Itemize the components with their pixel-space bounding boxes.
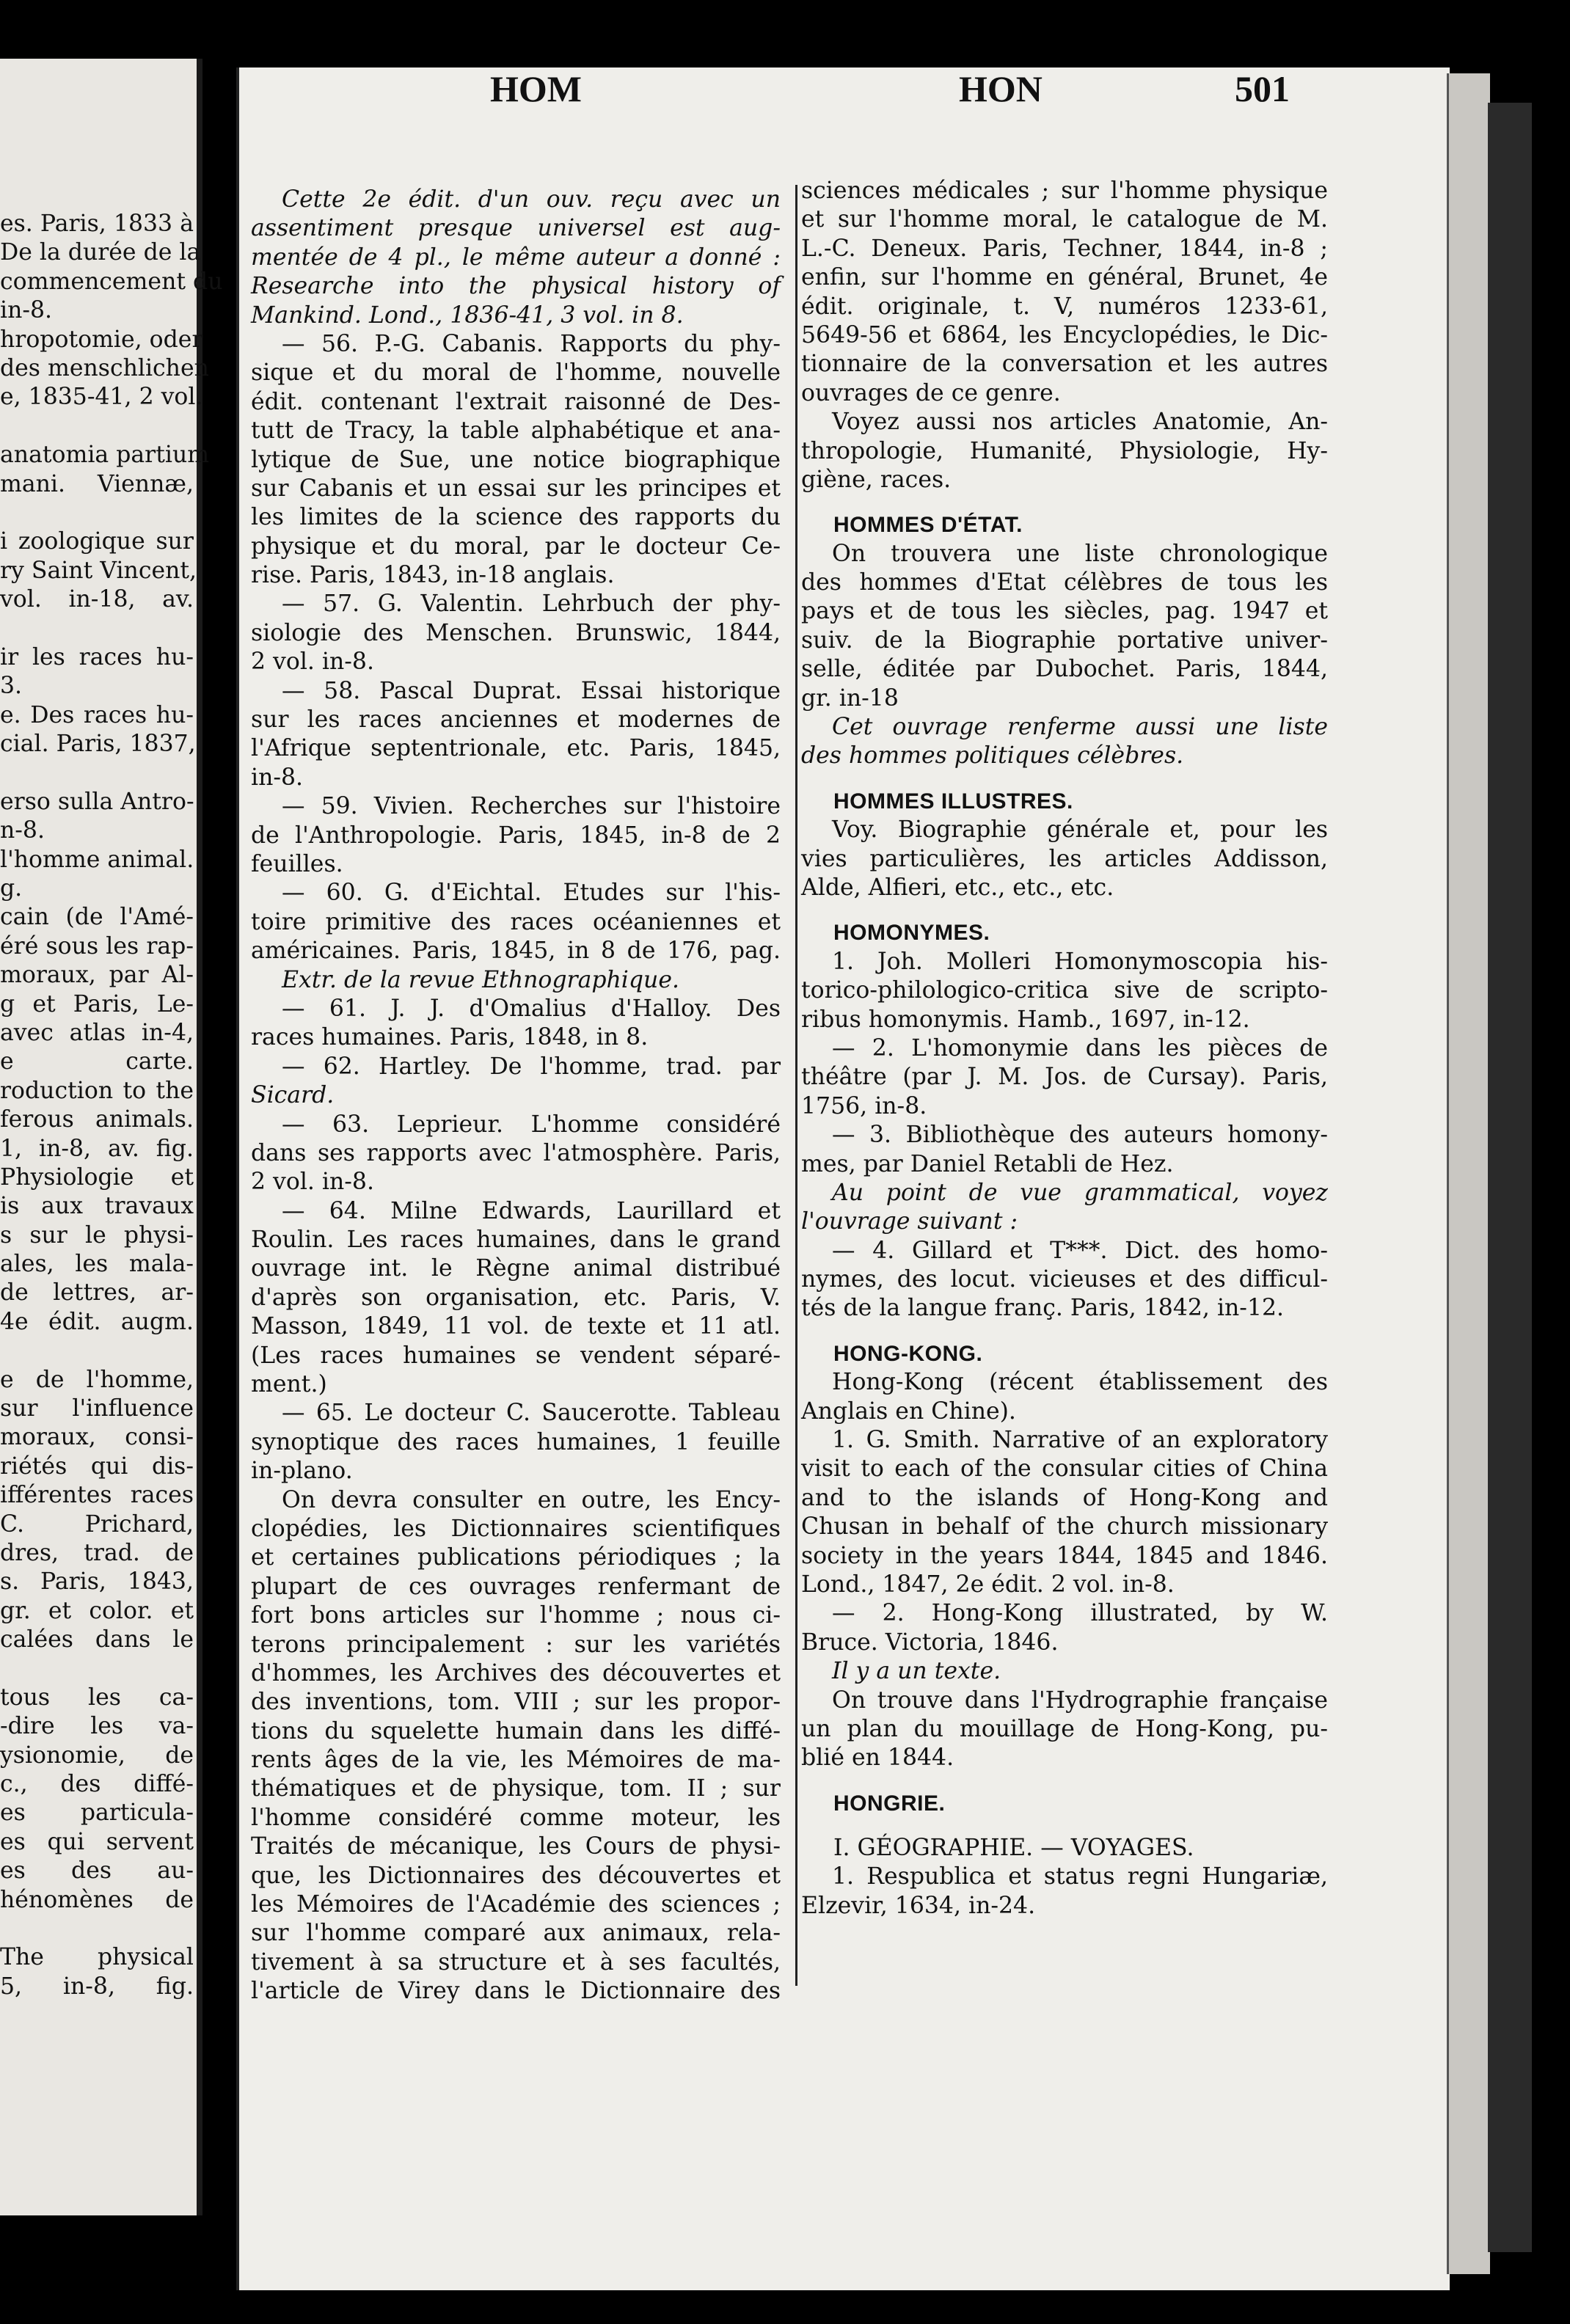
- text-line: Lond., 1847, 2e édit. 2 vol. in-8.: [801, 1571, 1175, 1598]
- text-line: que, les Dictionnaires des découvertes et: [251, 1862, 781, 1889]
- text-line: pays et de tous les siècles, pag. 1947 et: [801, 598, 1328, 625]
- text-line: de l'Anthropologie. Paris, 1845, in-8 de 2: [251, 822, 781, 849]
- text-line: 1756, in-8.: [801, 1092, 927, 1119]
- text-line: fort bons articles sur l'homme ; nous ci-: [251, 1602, 781, 1629]
- text-line: erso sulla Antro-: [0, 788, 194, 815]
- text-line: HONG-KONG.: [833, 1341, 983, 1366]
- text-line: lytique de Sue, une notice biographique: [251, 446, 781, 473]
- text-line: On devra consulter en outre, les Ency-: [282, 1486, 781, 1513]
- text-line: es qui servent: [0, 1828, 194, 1855]
- page-number: 501: [1235, 68, 1290, 109]
- text-line: HONGRIE.: [833, 1791, 946, 1816]
- facing-page-text: [0, 210, 223, 2001]
- text-line: Chusan in behalf of the church missionary: [801, 1513, 1328, 1541]
- text-line: e de l'homme,: [0, 1366, 194, 1393]
- text-line: Sicard.: [251, 1082, 335, 1109]
- text-line: 5649-56 et 6864, les Encyclopédies, le Dic-: [801, 321, 1328, 348]
- text-line: ry Saint Vincent,: [0, 557, 197, 584]
- text-line: sur l'homme comparé aux animaux, rela-: [251, 1920, 781, 1947]
- text-line: s sur le physi-: [0, 1221, 194, 1249]
- text-line: hénomènes de: [0, 1886, 194, 1913]
- text-line: des inventions, tom. VIII ; sur les propor-: [251, 1689, 781, 1716]
- text-line: moraux, consi-: [0, 1424, 194, 1451]
- text-line: in-8.: [0, 297, 53, 324]
- text-line: enfin, sur l'homme en général, Brunet, 4e: [801, 264, 1328, 291]
- text-line: sique et du moral de l'homme, nouvelle: [251, 359, 781, 387]
- text-line: calées dans le: [0, 1626, 194, 1654]
- text-line: [0, 614, 194, 643]
- text-line: nymes, des locut. vicieuses et des difficul-: [801, 1266, 1328, 1293]
- text-line: in-8.: [251, 764, 304, 791]
- text-line: g et Paris, Le-: [0, 990, 194, 1017]
- text-line: d'hommes, les Archives des découvertes et: [251, 1659, 781, 1687]
- text-line: thématiques et de physique, tom. II ; sur: [251, 1775, 781, 1802]
- text-line: -dire les va-: [0, 1713, 194, 1740]
- text-line: Voy. Biographie générale et, pour les: [832, 816, 1328, 844]
- text-line: ouvrage int. le Règne animal distribué: [251, 1255, 781, 1282]
- text-line: — 65. Le docteur C. Saucerotte. Tableau: [282, 1400, 781, 1427]
- text-line: Roulin. Les races humaines, dans le grand: [251, 1227, 781, 1254]
- text-line: édit. originale, t. V, numéros 1233-61,: [801, 293, 1328, 320]
- text-line: des hommes politiques célèbres.: [801, 742, 1184, 770]
- text-line: moraux, par Al-: [0, 962, 194, 989]
- text-line: Physiologie et: [0, 1163, 194, 1191]
- text-line: 2 vol. in-8.: [251, 1169, 374, 1196]
- text-line: un plan du mouillage de Hong-Kong, pu-: [801, 1715, 1328, 1742]
- text-line: mani. Viennæ,: [0, 470, 194, 497]
- text-line: n-8.: [0, 817, 45, 844]
- text-line: — 62. Hartley. De l'homme, trad. par: [282, 1053, 781, 1080]
- text-line: 3.: [0, 673, 23, 700]
- text-line: races humaines. Paris, 1848, in 8.: [251, 1024, 649, 1051]
- text-line: and to the islands of Hong-Kong and: [801, 1484, 1328, 1511]
- text-line: physique et du moral, par le docteur Ce-: [251, 533, 781, 560]
- text-line: tés de la langue franç. Paris, 1842, in-12.: [801, 1295, 1285, 1322]
- text-line: HOMMES ILLUSTRES.: [833, 789, 1073, 814]
- text-line: et sur l'homme moral, le catalogue de M.: [801, 206, 1328, 233]
- text-line: vol. in-18, av.: [0, 586, 194, 613]
- text-line: ysionomie, de: [0, 1742, 194, 1769]
- text-line: toire primitive des races océaniennes et: [251, 908, 781, 935]
- running-head-center: HON: [959, 68, 1043, 109]
- text-line: l'homme animal.: [0, 846, 194, 873]
- text-line: — 64. Milne Edwards, Laurillard et: [282, 1197, 781, 1224]
- text-line: L.-C. Deneux. Paris, Techner, 1844, in-8 ;: [801, 235, 1328, 262]
- text-line: anatomia partium: [0, 442, 210, 469]
- text-line: vies particulières, les articles Addisson,: [801, 845, 1328, 872]
- text-line: commencement du: [0, 268, 223, 295]
- text-line: d'après son organisation, etc. Paris, V.: [251, 1284, 781, 1311]
- text-line: riétés qui dis-: [0, 1452, 194, 1480]
- text-line: The physical: [0, 1944, 194, 1971]
- text-line: ribus homonymis. Hamb., 1697, in-12.: [801, 1006, 1250, 1033]
- text-line: 2 vol. in-8.: [251, 648, 374, 676]
- text-line: avec atlas in-4,: [0, 1019, 194, 1046]
- text-line: théâtre (par J. M. Jos. de Cursay). Paris,: [801, 1064, 1328, 1091]
- text-line: — 3. Bibliothèque des auteurs homony-: [832, 1122, 1328, 1149]
- text-line: Il y a un texte.: [832, 1658, 1001, 1685]
- text-line: On trouve dans l'Hydrographie française: [832, 1687, 1328, 1714]
- facing-page-fragment: [0, 59, 223, 2215]
- text-line: [0, 759, 194, 787]
- binding-shadow: [1488, 103, 1532, 2252]
- text-line: es particula-: [0, 1799, 194, 1827]
- text-line: es. Paris, 1833 à: [0, 211, 194, 237]
- text-line: e. Des races hu-: [0, 701, 194, 728]
- text-line: — 63. Leprieur. L'homme considéré: [282, 1111, 781, 1138]
- text-line: des menschlichen: [0, 354, 209, 381]
- text-line: feuilles.: [251, 850, 343, 877]
- text-line: is aux travaux: [0, 1193, 194, 1220]
- text-line: dres, trad. de: [0, 1539, 194, 1566]
- text-line: s. Paris, 1843,: [0, 1568, 194, 1596]
- text-line: 5, in-8, fig.: [0, 1973, 194, 2000]
- text-line: éré sous les rap-: [0, 932, 194, 960]
- text-line: mes, par Daniel Retabli de Hez.: [801, 1150, 1174, 1177]
- text-line: sur l'influence: [0, 1395, 194, 1422]
- text-line: gr. et color. et: [0, 1597, 194, 1624]
- page-edge: [1447, 73, 1490, 2274]
- text-line: ouvrages de ce genre.: [801, 379, 1061, 406]
- text-line: 1. G. Smith. Narrative of an exploratory: [832, 1427, 1328, 1454]
- text-line: et certaines publications périodiques ; la: [251, 1544, 781, 1571]
- text-line: — 61. J. J. d'Omalius d'Halloy. Des: [282, 995, 781, 1022]
- text-line: tutt de Tracy, la table alphabétique et ana-: [251, 417, 781, 445]
- text-line: — 60. G. d'Eichtal. Etudes sur l'his-: [282, 880, 781, 907]
- text-line: [0, 1655, 194, 1684]
- text-line: ment.): [251, 1371, 327, 1398]
- text-line: thropologie, Humanité, Physiologie, Hy-: [801, 437, 1328, 464]
- text-line: de lettres, ar-: [0, 1279, 194, 1307]
- running-head-left: HOM: [490, 68, 582, 109]
- text-line: 1. Joh. Molleri Homonymoscopia his-: [832, 948, 1328, 975]
- text-line: [0, 1337, 194, 1365]
- text-line: Cet ouvrage renferme aussi une liste: [832, 714, 1328, 741]
- text-line: Cette 2e édit. d'un ouv. reçu avec un: [282, 186, 781, 213]
- text-line: I. GÉOGRAPHIE. — VOYAGES.: [833, 1835, 1194, 1862]
- text-line: HOMONYMES.: [833, 921, 990, 946]
- text-line: roduction to the: [0, 1077, 194, 1104]
- text-line: Mankind. Lond., 1836-41, 3 vol. in 8.: [251, 302, 684, 329]
- text-line: ales, les mala-: [0, 1251, 194, 1278]
- text-line: [0, 412, 194, 441]
- text-line: Masson, 1849, 11 vol. de texte et 11 atl.: [251, 1313, 781, 1340]
- text-line: les Mémoires de l'Académie des sciences ;: [251, 1891, 781, 1918]
- text-line: 4e édit. augm.: [0, 1308, 194, 1335]
- text-line: Researche into the physical history of: [251, 273, 781, 300]
- text-line: sur Cabanis et un essai sur les principes et: [251, 475, 781, 502]
- text-line: Au point de vue grammatical, voyez: [832, 1179, 1328, 1206]
- text-line: tivement à sa structure et à ses facultés,: [251, 1948, 781, 1976]
- text-line: des hommes d'Etat célèbres de tous les: [801, 569, 1328, 596]
- text-line: (Les races humaines se vendent séparé-: [251, 1342, 781, 1369]
- text-line: Elzevir, 1634, in-24.: [801, 1892, 1036, 1919]
- text-line: Traités de mécanique, les Cours de physi-: [251, 1833, 781, 1860]
- text-line: On trouvera une liste chronologique: [832, 540, 1328, 567]
- text-line: siologie des Menschen. Brunswic, 1844,: [251, 619, 781, 646]
- text-line: gr. in-18: [801, 684, 899, 712]
- text-line: — 58. Pascal Duprat. Essai historique: [282, 677, 781, 704]
- text-line: HOMMES D'ÉTAT.: [833, 513, 1023, 538]
- text-line: les limites de la science des rapports du: [251, 504, 781, 531]
- text-line: sciences médicales ; sur l'homme physique: [801, 178, 1328, 204]
- text-line: Alde, Alfieri, etc., etc., etc.: [801, 874, 1114, 901]
- text-line: synoptique des races humaines, 1 feuille: [251, 1428, 781, 1455]
- text-line: ir les races hu-: [0, 643, 194, 670]
- text-line: selle, éditée par Dubochet. Paris, 1844,: [801, 656, 1328, 683]
- text-line: clopédies, les Dictionnaires scientifiques: [251, 1515, 781, 1542]
- column-rule: [795, 185, 797, 1986]
- text-line: i zoologique sur: [0, 528, 194, 555]
- text-line: tionnaire de la conversation et les autres: [801, 351, 1328, 378]
- text-line: assentiment presque universel est aug-: [251, 215, 781, 242]
- text-line: rents âges de la vie, les Mémoires de ma-: [251, 1747, 781, 1774]
- text-line: édit. contenant l'extrait raisonné de Des-: [251, 388, 781, 415]
- text-line: giène, races.: [801, 466, 952, 493]
- text-line: l'ouvrage suivant :: [801, 1208, 1018, 1235]
- text-line: in-plano.: [251, 1458, 353, 1485]
- text-line: 1, in-8, av. fig.: [0, 1135, 194, 1162]
- text-line: l'homme considéré comme moteur, les: [251, 1804, 781, 1831]
- text-line: rise. Paris, 1843, in-18 anglais.: [251, 562, 615, 589]
- text-line: [0, 1915, 194, 1943]
- text-line: e carte.: [0, 1048, 194, 1075]
- text-line: cial. Paris, 1837,: [0, 731, 196, 758]
- text-line: visit to each of the consular cities of China: [801, 1455, 1328, 1483]
- text-line: ifférentes races: [0, 1482, 194, 1509]
- text-line: l'Afrique septentrionale, etc. Paris, 1845,: [251, 735, 781, 762]
- text-line: es des au-: [0, 1857, 194, 1885]
- text-line: l'article de Virey dans le Dictionnaire des: [251, 1978, 781, 2005]
- text-line: tous les ca-: [0, 1684, 194, 1711]
- text-line: dans ses rapports avec l'atmosphère. Paris,: [251, 1139, 781, 1166]
- text-line: — 56. P.-G. Cabanis. Rapports du phy-: [282, 330, 781, 357]
- text-line: Bruce. Victoria, 1846.: [801, 1629, 1059, 1656]
- text-line: [0, 499, 194, 527]
- text-line: mentée de 4 pl., le même auteur a donné :: [251, 244, 781, 271]
- text-line: américaines. Paris, 1845, in 8 de 176, pag.: [251, 938, 781, 965]
- text-line: hropotomie, oder: [0, 326, 203, 353]
- text-line: De la durée de la: [0, 239, 201, 266]
- text-line: 1. Respublica et status regni Hungariæ,: [832, 1863, 1328, 1890]
- text-column-left: [251, 186, 781, 2006]
- text-line: e, 1835-41, 2 vol.: [0, 384, 203, 411]
- text-line: g.: [0, 874, 23, 902]
- text-line: sur les races anciennes et modernes de: [251, 706, 781, 734]
- text-line: Hong-Kong (récent établissement des: [832, 1369, 1328, 1396]
- text-line: Anglais en Chine).: [801, 1397, 1016, 1425]
- text-line: tions du squelette humain dans les diffé-: [251, 1717, 781, 1744]
- text-line: terons principalement : sur les variétés: [251, 1631, 781, 1658]
- text-line: cain (de l'Amé-: [0, 904, 194, 931]
- text-line: torico-philologico-critica sive de scripto-: [801, 977, 1328, 1004]
- text-line: c., des diffé-: [0, 1771, 194, 1798]
- text-line: Extr. de la revue Ethnographique.: [282, 966, 679, 993]
- text-line: blié en 1844.: [801, 1744, 954, 1772]
- text-line: — 2. Hong-Kong illustrated, by W.: [832, 1600, 1328, 1627]
- text-line: — 59. Vivien. Recherches sur l'histoire: [282, 793, 781, 820]
- text-line: — 57. G. Valentin. Lehrbuch der phy-: [282, 591, 781, 618]
- text-line: ferous animals.: [0, 1106, 194, 1133]
- text-line: — 2. L'homonymie dans les pièces de: [832, 1034, 1328, 1061]
- text-line: society in the years 1844, 1845 and 1846.: [801, 1542, 1328, 1569]
- text-line: plupart de ces ouvrages renfermant de: [251, 1573, 781, 1600]
- text-line: Voyez aussi nos articles Anatomie, An-: [832, 409, 1328, 436]
- text-column-right: [801, 177, 1328, 1921]
- text-line: C. Prichard,: [0, 1510, 194, 1538]
- text-line: — 4. Gillard et T***. Dict. des homo-: [832, 1237, 1328, 1264]
- text-line: suiv. de la Biographie portative univer-: [801, 626, 1328, 654]
